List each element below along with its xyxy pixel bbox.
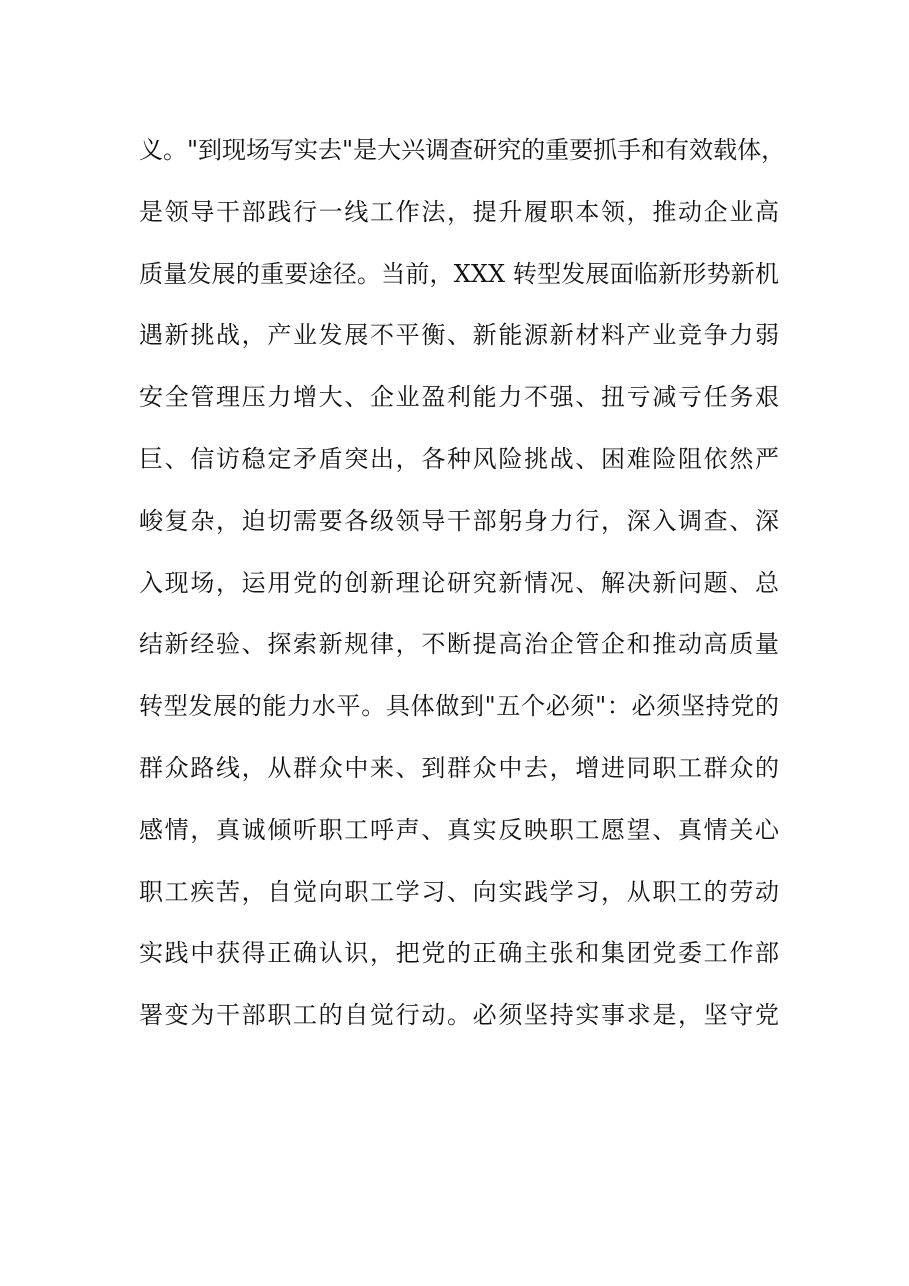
text-line: 遇新挑战，产业发展不平衡、新能源新材料产业竞争力弱 — [139, 321, 779, 350]
text-line: 巨、信访稳定矛盾突出，各种风险挑战、困难险阻依然严 — [139, 444, 779, 473]
text-line: 署变为干部职工的自觉行动。必须坚持实事求是，坚守党 — [139, 1001, 779, 1030]
text-line: 峻复杂，迫切需要各级领导干部躬身力行，深入调查、深 — [139, 506, 779, 535]
body-paragraph — [139, 120, 786, 1047]
text-line: 结新经验、探索新规律，不断提高治企管企和推动高质量 — [139, 630, 779, 659]
text-line: 转型发展的能力水平。具体做到"五个必须"：必须坚持党的 — [139, 692, 779, 721]
text-line: 是领导干部践行一线工作法，提升履职本领，推动企业高 — [139, 197, 779, 226]
text-line: 质量发展的重要途径。当前，XXX 转型发展面临新形势新机 — [139, 259, 779, 288]
text-line: 感情，真诚倾听职工呼声、真实反映职工愿望、真情关心 — [139, 815, 779, 844]
text-line: 群众路线，从群众中来、到群众中去，增进同职工群众的 — [139, 753, 779, 782]
text-line: 入现场，运用党的创新理论研究新情况、解决新问题、总 — [139, 568, 779, 597]
text-line: 实践中获得正确认识，把党的正确主张和集团党委工作部 — [139, 939, 779, 968]
text-line: 职工疾苦，自觉向职工学习、向实践学习，从职工的劳动 — [139, 877, 779, 906]
text-line: 安全管理压力增大、企业盈利能力不强、扭亏减亏任务艰 — [139, 383, 779, 412]
text-line: 义。"到现场写实去"是大兴调查研究的重要抓手和有效载体， — [139, 136, 786, 164]
